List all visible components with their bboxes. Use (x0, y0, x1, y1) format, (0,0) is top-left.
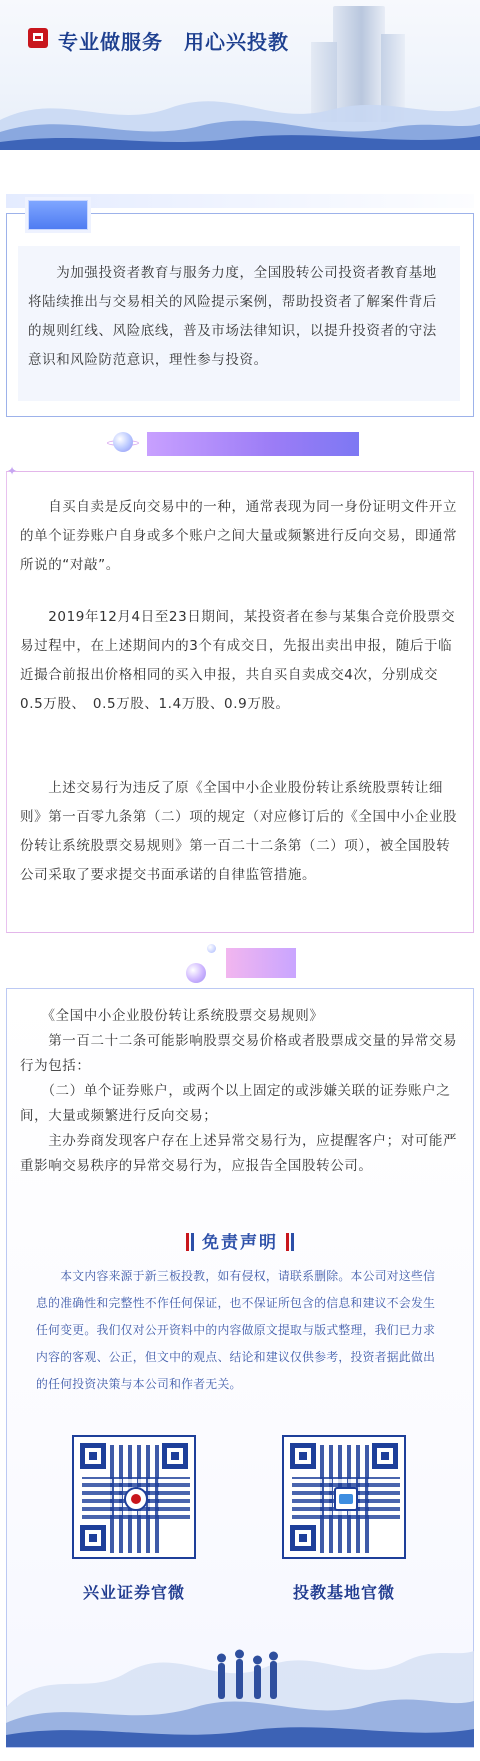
section-title-bar (226, 948, 296, 978)
case-paragraph-facts: 2019年12月4日至23日期间，某投资者在参与某集合竞价股票交易过程中，在上述期间内的3个有成交日，先报出卖出申报，随后于临近撮合前报出价格相同的买入申报，共自买自卖成交4次，分别成交0.5万股、 0.5万股、1.4万股、0.9万股。 (20, 609, 456, 712)
qr-finder (372, 1443, 398, 1469)
brand-logo-icon (124, 1487, 148, 1511)
wave-decoration (0, 70, 480, 150)
title-bars-icon (186, 1233, 194, 1251)
section-title-bar (147, 432, 359, 456)
banner-slogan: 专业做服务 用心兴投教 (58, 30, 289, 54)
intro-paragraph: 为加强投资者教育与服务力度，全国股转公司投资者教育基地将陆续推出与交易相关的风险提示案例，帮助投资者了解案件背后的规则红线、风险底线，普及市场法律知识，以提升投资者的守法意识和风险防范意识，理性参与投资。 (28, 265, 437, 368)
small-planet-icon (207, 944, 216, 953)
planet-icon (186, 963, 206, 983)
qr-label-base: 投教基地官微 (292, 1583, 395, 1602)
qr-label-xingye: 兴业证券官微 (82, 1583, 185, 1602)
planet-icon (113, 432, 133, 452)
case-paragraph-definition: 自买自卖是反向交易中的一种，通常表现为同一身份证明文件开立的单个证券账户自身或多个账户之间大量或频繁进行反向交易，即通常所说的“对敲”。 (20, 499, 458, 573)
disclaimer-paragraph: 本文内容来源于新三板投教，如有侵权，请联系删除。本公司对这些信息的准确性和完整性不作任何保证，也不保证所包含的信息和建议不会发生任何变更。我们仅对公开资料中的内容做原文提取与版式整理，我们已力求内容的客观、公正，但文中的观点、结论和建议仅供参考，投资者据此做出的任何投资决策与本公司和作者无关。 (36, 1269, 436, 1391)
header-banner (0, 0, 480, 150)
qr-finder (162, 1443, 188, 1469)
brand-logo-icon (28, 28, 48, 48)
intro-tab-marker (28, 200, 88, 230)
qr-code-base[interactable] (282, 1435, 406, 1559)
qr-code-xingye[interactable] (72, 1435, 196, 1559)
title-bars-icon (286, 1233, 294, 1251)
education-base-logo-icon (334, 1487, 358, 1511)
sparkle-icon: ✦ (7, 464, 18, 478)
qr-finder (290, 1525, 316, 1551)
qr-finder (80, 1443, 106, 1469)
mountain-illustration (6, 1597, 474, 1747)
disclaimer-heading (0, 1228, 480, 1253)
qr-finder (80, 1525, 106, 1551)
rules-paragraph: 《全国中小企业股份转让系统股票交易规则》 第一百二十二条可能影响股票交易价格或者股票成交量的异常交易行为包括： （二）单个证券账户，或两个以上固定的或涉嫌关联的证券账户之间，大量或频繁进行反向交易； 主办券商发现客户存在上述异常交易行为，应提醒客户；对可能严重影响交易秩序的异常交易行为，应报告全国股转公司。 (20, 1008, 458, 1174)
qr-finder (290, 1443, 316, 1469)
case-paragraph-violation: 上述交易行为违反了原《全国中小企业股份转让系统股票转让细则》第一百零九条第（二）项的规定（对应修订后的《全国中小企业股份转让系统股票交易规则》第一百二十二条第（二）项），被全国股转公司采取了要求提交书面承诺的自律监管措施。 (20, 780, 458, 883)
disclaimer-title-text: 免责声明 (202, 1233, 278, 1253)
